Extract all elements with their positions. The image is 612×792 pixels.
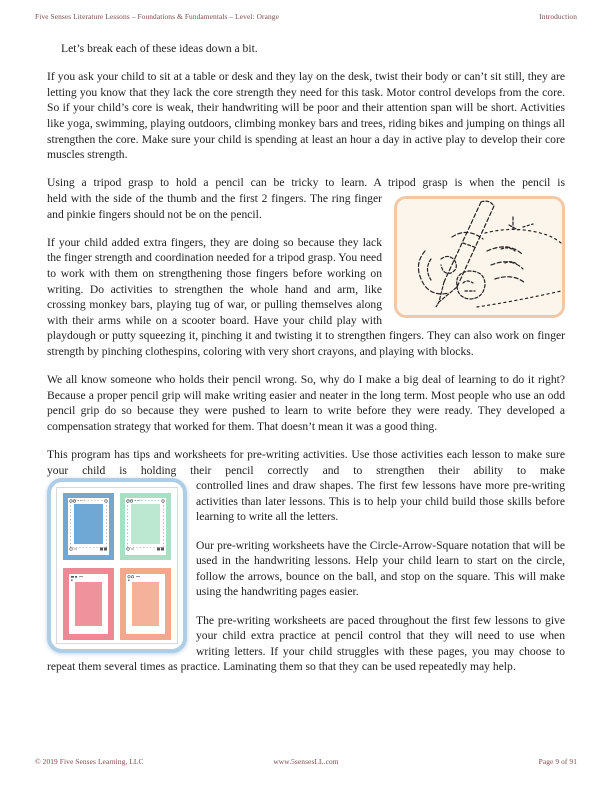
paragraph-notation: Our pre-writing worksheets have the Circle-Arrow-Square notation that will be used in the handwriting lessons. Help your child learn to start on the circle, follow the arrows, bounce on the ball, and stop on the square. This will make using the handwriting pages easier. <box>196 538 565 599</box>
paragraph-core-strength: If you ask your child to sit at a table or desk and they lay on the desk, twist their body or can’t sit still, they are letting you know that they lack the core strength they need for this task. Motor control develops from the core. So if your child’s core is weak, their handwriting will be poor and their attention span will be short. Activities like yoga, swimming, playing outdoors, climbing monkey bars and trees, riding bikes and jumping on things all strengthen the core. Make sure your child is spending at least an hour a day in active play to develop their core muscles strength. <box>47 70 565 162</box>
page-footer <box>35 757 577 766</box>
worksheet-thumbnails-illustration <box>47 478 187 653</box>
paragraph-extra-fingers: If your child added extra fingers, they are doing so because they lack the finger strength and coordination needed for a tripod grasp. You need to work with them on strengthening those fingers before working on writing. Do activities to strengthen the whole hand and arm, like crossing monkey bars, playing tug of war, or pulling themselves along with their arms while on a scooter board. Have your child play with playdough or putty squeezing it, pinching it and twisting it to strengthen fingers. They can also work on finger strength by pinching clothespins, coloring with very short crayons, and playing with blocks. <box>47 235 565 358</box>
paragraph-pencil-wrong: We all know someone who holds their pencil wrong. So, why do I make a big deal of learning to do it right? Because a proper pencil grip will make writing easier and neater in the long term. Most people who use an odd pencil grip do so because they were pushed to learn to write before they were ready. They developed a compensation strategy that worked for them. That doesn’t mean it was a good thing. <box>47 373 565 433</box>
footer-copyright: © 2019 Five Senses Learning, LLC <box>35 757 144 766</box>
footer-page-number: Page 9 of 91 <box>538 757 577 766</box>
header-title: Five Senses Literature Lessons – Foundations & Fundamentals – Level: Orange <box>35 12 279 21</box>
tripod-grasp-illustration <box>397 199 562 315</box>
document-body <box>47 41 565 688</box>
paragraph-tripod-line1: Using a tripod grasp to hold a pencil can be tricky to learn. A tripod grasp is when the pencil is <box>47 176 565 190</box>
paragraph-program-first: This program has tips and worksheets for pre-writing activities. Use those activities each lesson to make sure your child is holding their pencil correctly and to strengthen their ability to make <box>47 448 565 477</box>
paragraph-intro: Let’s break each of these ideas down a bit. <box>61 42 258 55</box>
worksheets-figure <box>47 478 187 653</box>
paragraph-program-rest <box>47 478 565 525</box>
paragraph-pacing: The pre-writing worksheets are paced throughout the first few lessons to give your child extra practice at pencil control that they will need to use when writing letters. If your child struggles with these pages, you may choose to repeat them several times as practice. Laminating them so that they can be used repeatedly may help. <box>47 613 565 674</box>
header-section: Introduction <box>539 12 577 21</box>
tripod-grasp-figure <box>394 196 565 318</box>
page-header <box>35 12 577 21</box>
paragraph-tripod-rest <box>47 191 565 222</box>
paragraph-program-rest-text: controlled lines and draw shapes. The first few lessons have more pre-writing activities than later lessons. This is to help your child build those skills before learning to write all the letters. <box>196 479 565 524</box>
paragraph-tripod-rest-text: held with the side of the thumb and the first 2 fingers. The ring finger and pinkie fingers should not be on the pencil. <box>47 191 382 221</box>
footer-website: www.5sensesLL.com <box>273 757 339 766</box>
